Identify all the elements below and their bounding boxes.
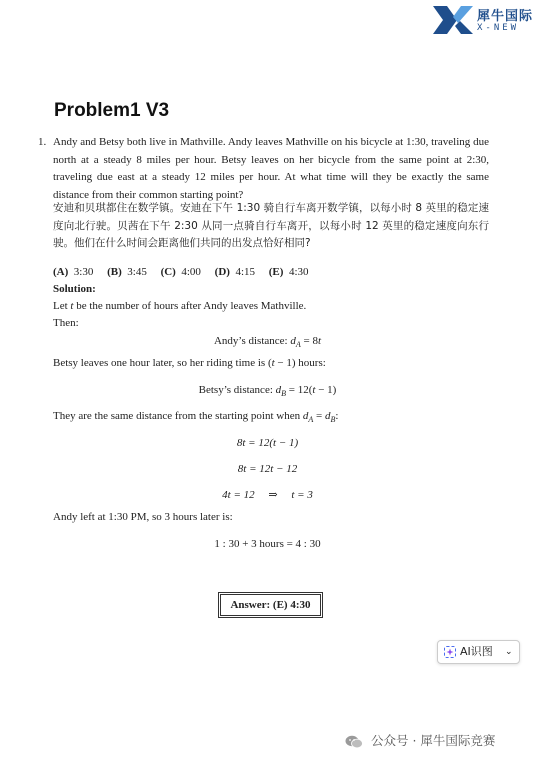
choice-c-value: 4:00 xyxy=(181,266,201,278)
ai-sparkle-icon xyxy=(444,646,456,658)
choice-c-label: (C) xyxy=(160,266,176,278)
brand-name-en: X-NEW xyxy=(477,23,520,33)
chevron-down-icon: ⌄ xyxy=(505,647,513,657)
variable-t: t xyxy=(70,300,74,312)
equation-step-2: 8t = 12t − 12 xyxy=(237,463,298,475)
solution-heading: Solution: xyxy=(53,283,96,295)
final-time-equation: 1 : 30 + 3 hours = 4 : 30 xyxy=(214,538,321,550)
choice-b-value: 3:45 xyxy=(127,266,147,278)
ai-button-label: AI识图 xyxy=(460,645,493,658)
answer-choices xyxy=(53,266,309,278)
footer-text: 公众号 · 犀牛国际竞赛 xyxy=(370,733,496,748)
solution-line-5: Andy left at 1:30 PM, so 3 hours later is: xyxy=(53,511,233,523)
solution-line-3-post: hours: xyxy=(298,357,326,369)
andy-distance-equation: Andy’s distance: $d_A = 8t$ xyxy=(213,335,322,350)
solution-line-4-pre: They are the same distance from the starting point when xyxy=(53,410,301,422)
choice-d-value: 4:15 xyxy=(235,266,256,278)
choice-a-label: (A) xyxy=(53,266,69,278)
choice-e-value: 4:30 xyxy=(288,266,309,278)
solution-line-4: They are the same distance from the starting point when $d_A = d_B$: xyxy=(53,410,339,425)
brand-name-cn: 犀牛国际 xyxy=(477,9,534,24)
betsy-distance-equation: Betsy’s distance: $d_B = 12(t - 1)$ xyxy=(198,384,337,399)
answer-box: Answer: (E) 4:30 xyxy=(220,594,321,616)
problem-text-cn: 安迪和贝琪都住在数学镇。安迪在下午 1:30 骑自行车离开数学镇，以每小时 8 英里的稳定速度向北行驶。贝茜在下午 2:30 从同一点骑自行车离开，以每小时 12 英里的稳定速度向东行驶。他们在什么时间会距离他们共同的出发点恰好相同? xyxy=(53,202,489,249)
logo-x-mark xyxy=(431,3,475,37)
brand-logo xyxy=(431,3,535,37)
solution-line-1 xyxy=(53,300,306,312)
solution-line-1-pre: Let xyxy=(53,300,68,312)
solution-line-3-pre: Betsy leaves one hour later, so her riding time is xyxy=(53,357,266,369)
problem-text-en: Andy and Betsy both live in Mathville. Andy leaves Mathville on his bicycle at 1:30, traveling due north at a steady 8 miles per hour. Betsy leaves on her bicycle from the same point at 2:30, traveling due east at a steady 12 miles per hour. At what time will they be exactly the same distance from their common starting point? xyxy=(53,136,489,201)
choice-e-label: (E) xyxy=(268,266,284,278)
wechat-icon xyxy=(345,735,363,749)
problem-number: 1. xyxy=(38,136,47,148)
andy-distance-label: Andy’s distance: xyxy=(213,335,288,347)
equation-step-3a: 4t = 12 xyxy=(222,489,255,501)
footer-watermark xyxy=(345,731,495,749)
choice-a-value: 3:30 xyxy=(73,266,94,278)
equation-step-3b: t = 3 xyxy=(291,489,313,501)
page-title: Problem1 V3 xyxy=(54,100,170,121)
choice-b-label: (B) xyxy=(107,266,122,278)
solution-line-2: Then: xyxy=(53,317,79,329)
solution-line-3: Betsy leaves one hour later, so her riding time is (t − 1) hours: xyxy=(53,357,326,369)
equation-step-1: 8t = 12(t − 1) xyxy=(236,437,299,449)
ai-image-recognition-button[interactable] xyxy=(437,640,520,664)
choice-d-label: (D) xyxy=(214,266,230,278)
equation-step-3: 4t = 12 ⇒ t = 3 xyxy=(222,489,313,501)
solution-line-1-post: be the number of hours after Andy leaves Mathville. xyxy=(76,300,307,312)
betsy-distance-label: Betsy’s distance: xyxy=(198,384,273,396)
